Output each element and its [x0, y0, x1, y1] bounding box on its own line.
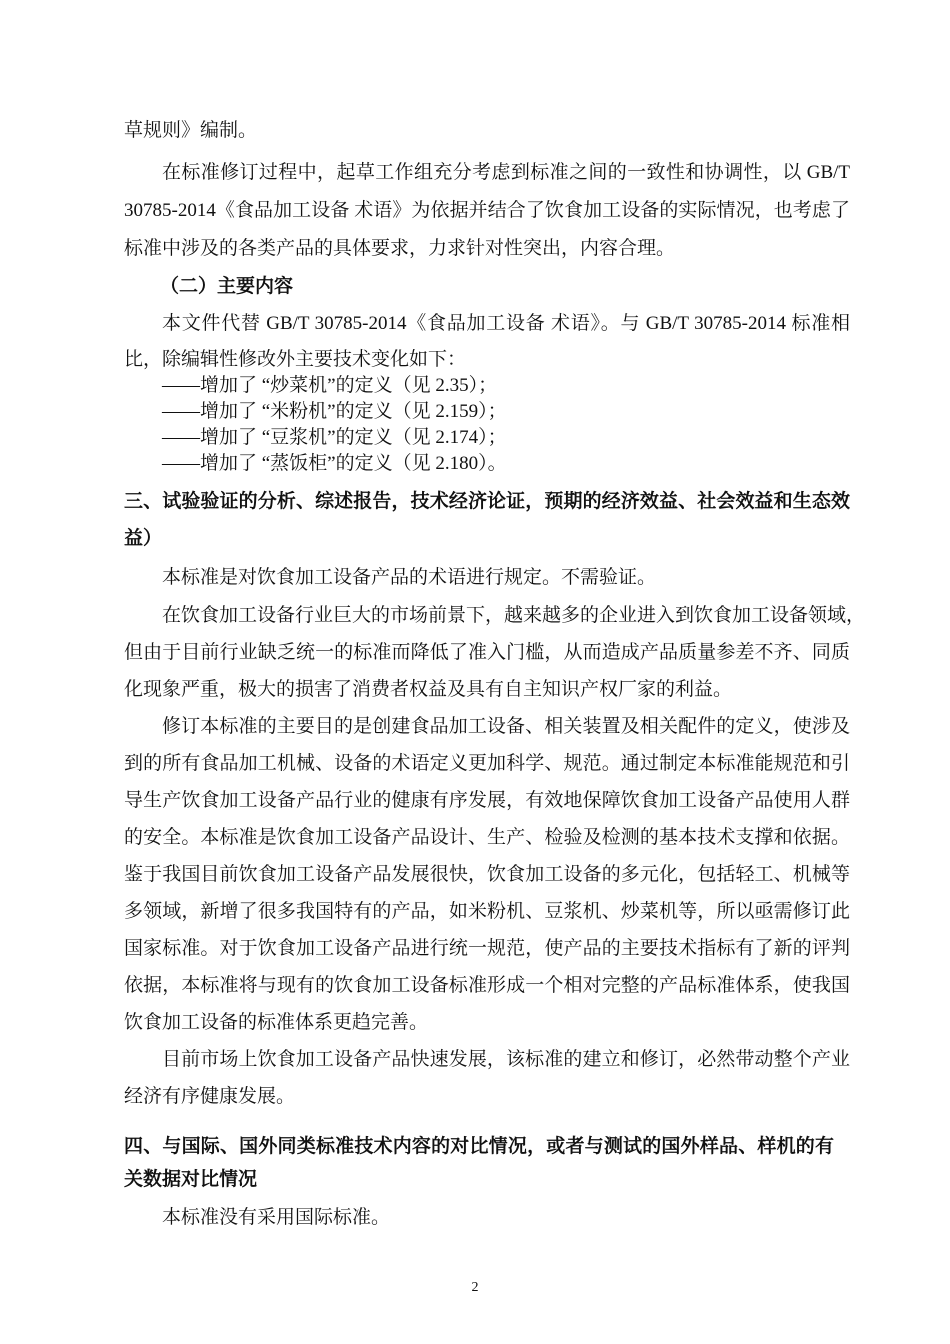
- text-line: 导生产饮食加工设备产品行业的健康有序发展，有效地保障饮食加工设备产品使用人群: [124, 790, 850, 811]
- text-line: 化现象严重，极大的损害了消费者权益及具有自主知识产权厂家的利益。: [124, 679, 733, 700]
- text-line: 经济有序健康发展。: [124, 1086, 296, 1107]
- text-line: 目前市场上饮食加工设备产品快速发展，该标准的建立和修订，必然带动整个产业: [162, 1049, 850, 1070]
- text-line: 饮食加工设备的标准体系更趋完善。: [124, 1012, 429, 1033]
- text-line: 本标准是对饮食加工设备产品的术语进行规定。不需验证。: [162, 567, 657, 588]
- text-line: 依据，本标准将与现有的饮食加工设备标准形成一个相对完整的产品标准体系，使我国: [124, 975, 850, 996]
- text-line: 30785-2014《食品加工设备 术语》为依据并结合了饮食加工设备的实际情况，也考虑了: [124, 200, 850, 221]
- text-line: 标准中涉及的各类产品的具体要求，力求针对性突出，内容合理。: [124, 238, 676, 259]
- text-line: 比，除编辑性修改外主要技术变化如下：: [124, 349, 467, 370]
- text-line: 的安全。本标准是饮食加工设备产品设计、生产、检验及检测的基本技术支撑和依据。: [124, 827, 850, 848]
- section-heading: 益）: [124, 528, 163, 549]
- text-line: 草规则》编制。: [124, 120, 258, 141]
- text-line: 但由于目前行业缺乏统一的标准而降低了准入门槛，从而造成产品质量参差不齐、同质: [124, 642, 850, 663]
- list-item: ——增加了 “炒菜机”的定义（见 2.35）；: [162, 375, 498, 396]
- section-heading: 关数据对比情况: [124, 1169, 258, 1190]
- text-line: 鉴于我国目前饮食加工设备产品发展很快，饮食加工设备的多元化，包括轻工、机械等: [124, 864, 850, 885]
- section-heading: （二）主要内容: [160, 276, 294, 297]
- page-number: 2: [471, 1280, 479, 1295]
- text-line: 在标准修订过程中，起草工作组充分考虑到标准之间的一致性和协调性，以 GB/T: [162, 162, 850, 183]
- list-item: ——增加了 “豆浆机”的定义（见 2.174）；: [162, 427, 507, 448]
- text-line: 国家标准。对于饮食加工设备产品进行统一规范，使产品的主要技术指标有了新的评判: [124, 938, 850, 959]
- text-line: 本标准没有采用国际标准。: [162, 1207, 391, 1228]
- list-item: ——增加了 “米粉机”的定义（见 2.159）；: [162, 401, 507, 422]
- text-line: 本文件代替 GB/T 30785-2014《食品加工设备 术语》。与 GB/T 30785-2014 标准相: [162, 313, 850, 334]
- text-line: 在饮食加工设备行业巨大的市场前景下，越来越多的企业进入到饮食加工设备领域，: [162, 605, 866, 626]
- list-item: ——增加了 “蒸饭柜”的定义（见 2.180）。: [162, 453, 507, 474]
- text-line: 多领域，新增了很多我国特有的产品，如米粉机、豆浆机、炒菜机等，所以亟需修订此: [124, 901, 850, 922]
- section-heading: 三、试验验证的分析、综述报告，技术经济论证，预期的经济效益、社会效益和生态效: [124, 491, 850, 512]
- text-line: 修订本标准的主要目的是创建食品加工设备、相关装置及相关配件的定义，使涉及: [162, 716, 850, 737]
- section-heading: 四、与国际、国外同类标准技术内容的对比情况，或者与测试的国外样品、样机的有: [124, 1136, 834, 1157]
- text-line: 到的所有食品加工机械、设备的术语定义更加科学、规范。通过制定本标准能规范和引: [124, 753, 850, 774]
